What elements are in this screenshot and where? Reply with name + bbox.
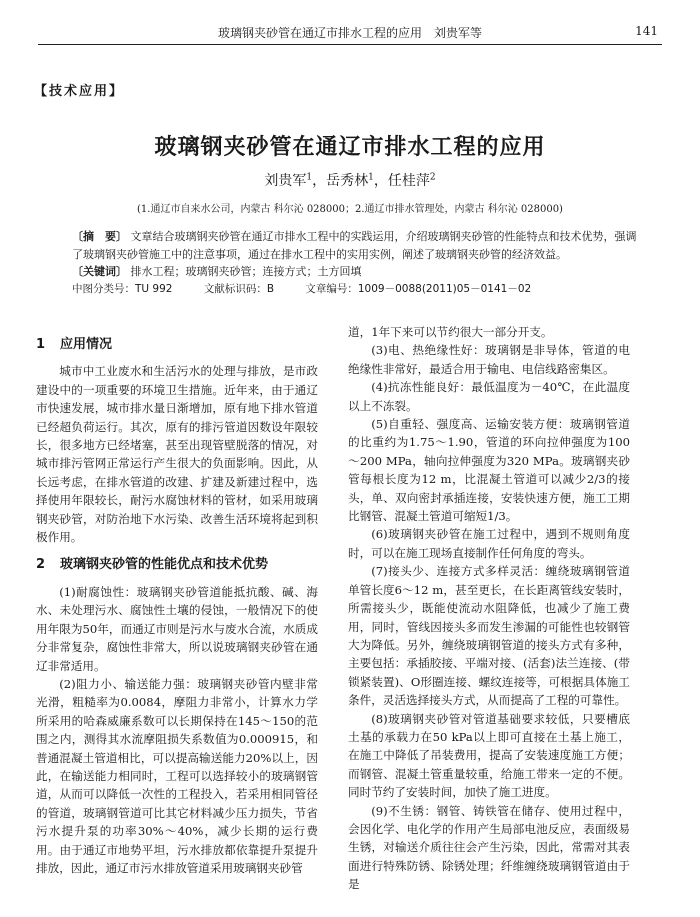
paragraph: (4)抗冻性能良好：最低温度为－40℃，在此温度以上不冻裂。: [348, 380, 630, 413]
document-code: 文献标识码：B: [203, 282, 275, 295]
paragraph: 城市中工业废水和生活污水的处理与排放，是市政建设中的一项重要的环境卫生措施。近年来，由于通辽市快速发展，城市排水量日渐增加，原有地下排水管道已经超负荷运行。其次，原有的排污管道因数设年限较长，很多地方已经堵塞，甚至出现管壁脱落的情况，对城市排污管网正常运行产生很大的负面影响。因此，从长远考虑，在排水管道的改建、扩建及新建过程中，选择使用年限较长，耐污水腐蚀材料的管材，如采用玻璃钢夹砂管，对防治地下水污染、改善生活环境将起到积极作用。: [36, 364, 318, 545]
abstract: [72, 228, 640, 263]
paragraph: (1)耐腐蚀性：玻璃钢夹砂管道能抵抗酸、碱、海水、未处理污水、腐蚀性土壤的侵蚀，一般情况下的使用年限为50年，而通辽市则是污水与废水合流，水质成分非常复杂，腐蚀性非常大，所以说玻璃钢夹砂管在通辽非常适用。: [36, 584, 318, 673]
keywords-text: 排水工程；玻璃钢夹砂管；连接方式；土方回填: [130, 265, 362, 278]
author-list: [0, 170, 700, 190]
abstract-block: [72, 228, 640, 298]
section-number: 2: [36, 557, 46, 573]
keywords: [72, 263, 640, 281]
author-affiliation-mark: 1: [306, 172, 313, 183]
keywords-label: 〔关键词〕: [72, 265, 127, 278]
paragraph: (6)玻璃钢夹砂管在施工过程中，遇到不规则角度时，可以在施工现场直接制作任何角度的弯头。: [348, 527, 630, 560]
author-name: 任桂萍: [387, 173, 430, 189]
paragraph: (7)接头少、连接方式多样灵活：缠绕玻璃钢管道单管长度6～12 m，甚至更长，在长距离管线安装时，所需接头少，既能使流动水阻降低，也减少了施工费用，同时，管线因接头多而发生渗漏的可能性也较钢管大为降低。另外，缠绕玻璃钢管道的接头方式有多种，主要包括：承插胶接、平端对接、(活套)法兰连接、(带锁紧装置)、O形圈连接、螺纹连接等，可根据具体施工条件，灵活选择接头方式，从而提高了工程的可靠性。: [348, 564, 630, 708]
paragraph: (5)自重轻、强度高、运输安装方便：玻璃钢管道的比重约为1.75～1.90，管道的环向拉伸强度为100～200 MPa，轴向拉伸强度为320 MPa。玻璃钢夹砂管每根长度为12 m，比混凝土管道可以减少2/3的接头，单、双向密封承插连接，安装快速方便，施工工期比钢管、混凝土管道可缩短1/3。: [348, 417, 630, 524]
page-number: 141: [635, 24, 658, 38]
article-meta: [72, 281, 640, 299]
paragraph: (8)玻璃钢夹砂管对管道基础要求较低，只要槽底土基的承载力在50 kPa以上即可直接在土基上施工，在施工中降低了吊装费用，提高了安装速度施工方便；而钢管、混凝土管重量较重，给施工带来一定的不便。同时节约了安装时间，加快了施工进度。: [348, 711, 630, 800]
abstract-label: 〔摘 要〕: [72, 230, 127, 243]
article-number: 文章编号：1009－0088(2011)05－0141－02: [305, 282, 532, 295]
article-title: 玻璃钢夹砂管在通辽市排水工程的应用: [154, 135, 546, 160]
section-heading: [36, 556, 318, 574]
left-column: [36, 328, 318, 877]
clc-number: 中图分类号：TU 992: [72, 282, 173, 295]
running-title: 玻璃钢夹砂管在通辽市排水工程的应用 刘贵军等: [217, 26, 482, 40]
author-affiliation-mark: 1: [368, 172, 374, 183]
running-header: [38, 22, 662, 45]
paragraph: (9)不生锈：钢管、铸铁管在储存、使用过程中，会因化学、电化学的作用产生局部电池反应，表面级易生锈，对输送介质往往会产生污染，因此，常需对其表面进行特殊防锈、除锈处理；纤维缠绕玻璃钢管道由于是: [348, 803, 630, 892]
paragraph: (3)电、热绝缘性好：玻璃钢是非导体，管道的电绝缘性非常好，最适合用于输电、电信线路密集区。: [348, 343, 630, 376]
affiliations: (1.通辽市自来水公司，内蒙古 科尔沁 028000；2.通辽市排水管理处，内蒙古 科尔沁 028000): [137, 204, 563, 215]
section-title: 玻璃钢夹砂管的性能优点和技术优势: [60, 557, 269, 573]
section-heading: [36, 336, 318, 354]
author-separator: ，: [373, 173, 388, 189]
paragraph: 道，1年下来可以节约很大一部分开支。: [348, 325, 553, 339]
section-tag: 【技术应用】: [34, 84, 125, 99]
abstract-text: 文章结合玻璃钢夹砂管在通辽市排水工程中的实践运用，介绍玻璃钢夹砂管的性能特点和技术优势，强调了玻璃钢夹砂管施工中的注意事项，通过在排水工程中的实用实例，阐述了玻璃钢夹砂管的经济效益。: [72, 230, 637, 261]
author-name: 刘贵军: [264, 173, 307, 189]
author-separator: ，: [312, 173, 327, 189]
section-title: 应用情况: [60, 337, 113, 352]
section-number: 1: [36, 337, 46, 352]
author-affiliation-mark: 2: [429, 172, 436, 183]
right-column: [348, 323, 630, 894]
author-name: 岳秀林: [326, 173, 369, 189]
paragraph: (2)阻力小、输送能力强：玻璃钢夹砂管内壁非常光滑，粗糙率为0.0084，摩阻力非常小，计算水力学所采用的哈森威廉系数可以长期保持在145～150的范围之内，测得其水流摩阻损失系数值为0.000915，和普通混凝土管道相比，可以提高输送能力20%以上，因此，在输送能力相同时，工程可以选择较小的玻璃钢管道，从而可以降低一次性的工程投入，若采用相同管径的管道，玻璃钢管道可比其它材料减少压力损失，节省污水提升泵的功率30%～40%，减少长期的运行费用。由于通辽市地势平坦，污水排放都依靠提升泵提升排放，因此，通辽市污水排放管道采用玻璃钢夹砂管: [36, 676, 318, 875]
